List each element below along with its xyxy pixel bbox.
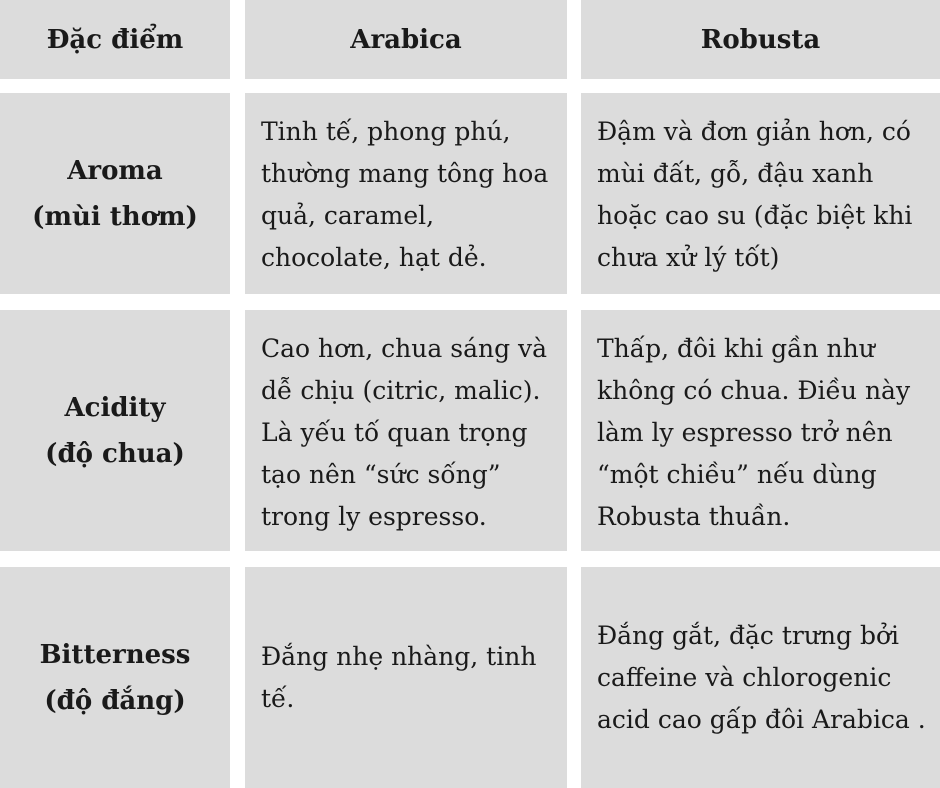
cell-text: Đắng nhẹ nhàng, tinh tế.	[261, 641, 537, 713]
row-acidity-robusta: Thấp, đôi khi gần như không có chua. Điều này làm ly espresso trở nên “một chiều” nếu dùng Robusta thuần.	[581, 310, 940, 551]
feature-translation: (mùi thơm)	[32, 201, 198, 232]
row-acidity-arabica: Cao hơn, chua sáng và dễ chịu (citric, malic). Là yếu tố quan trọng tạo nên “sức sống” trong ly espresso.	[245, 310, 567, 551]
row-aroma-robusta: Đậm và đơn giản hơn, có mùi đất, gỗ, đậu xanh hoặc cao su (đặc biệt khi chưa xử lý tốt)	[581, 93, 940, 294]
cell-text: Đắng gắt, đặc trưng bởi caffeine và chlorogenic acid cao gấp đôi Arabica .	[597, 620, 926, 734]
feature-translation: (độ đắng)	[44, 685, 186, 716]
row-bitterness-arabica	[245, 567, 567, 788]
feature-name: Acidity	[64, 392, 166, 423]
header-feature: Đặc điểm	[0, 0, 230, 79]
header-robusta: Robusta	[581, 0, 940, 79]
row-acidity-feature	[0, 310, 230, 551]
row-aroma-feature	[0, 93, 230, 294]
row-aroma-arabica: Tinh tế, phong phú, thường mang tông hoa quả, caramel, chocolate, hạt dẻ.	[245, 93, 567, 294]
feature-name: Bitterness	[39, 639, 191, 670]
row-bitterness-feature	[0, 567, 230, 788]
feature-translation: (độ chua)	[45, 438, 185, 469]
header-arabica: Arabica	[245, 0, 567, 79]
row-bitterness-robusta	[581, 567, 940, 788]
feature-name: Aroma	[67, 155, 163, 186]
